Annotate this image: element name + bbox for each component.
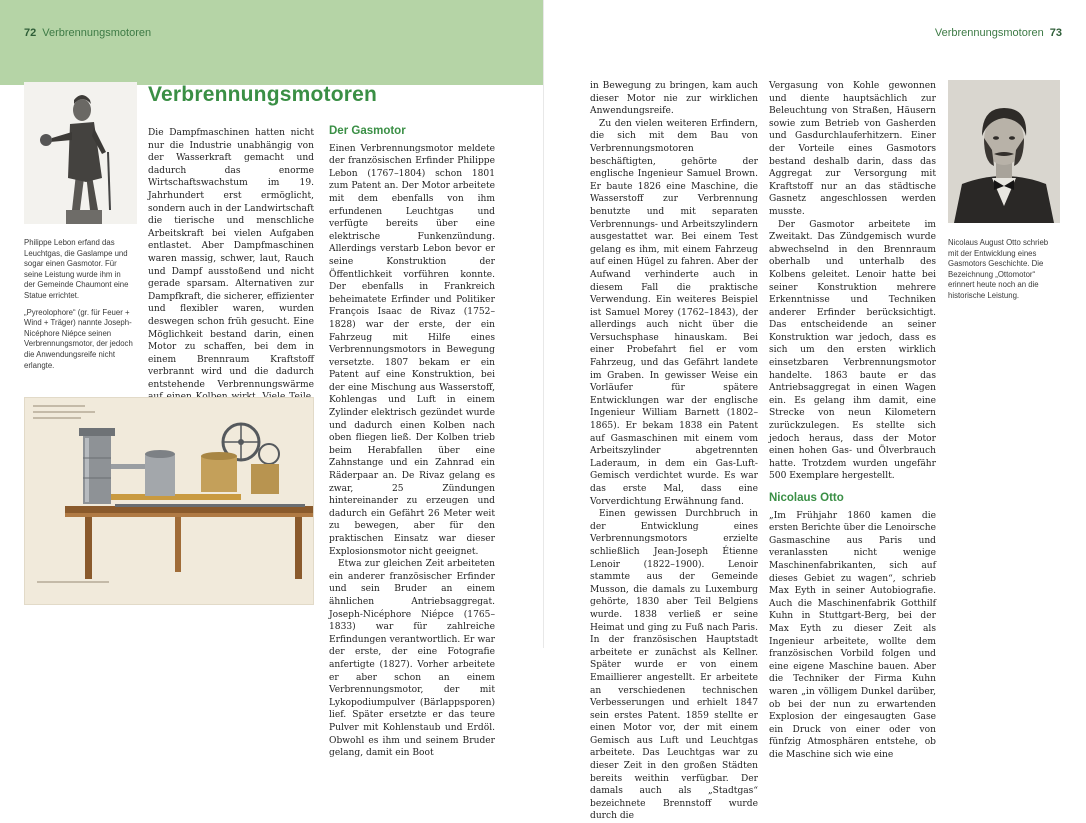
running-head-right: Verbrennungsmotoren	[934, 27, 1044, 39]
chapter-title: Verbrennungsmotoren	[148, 83, 377, 106]
page-gutter	[543, 0, 544, 648]
running-head-left: Verbrennungsmotoren	[42, 27, 152, 39]
page-number-left: 72	[24, 27, 37, 39]
section-heading-otto: Nicolaus Otto	[769, 492, 844, 504]
pyreolophore-drawing	[24, 397, 314, 605]
page-number-right: 73	[1049, 27, 1062, 39]
paragraph: Die Dampfmaschinen hatten nicht nur die Industrie unabhängig von der Wasserkraft gemacht und dadurch das enorme Wirtschaftswachstum im 19. Jahrhundert erst ermöglicht, sondern auch in der Landwirtschaft die tierische und menschliche Arbeitskraft bei vielen Aufgaben entlastet. Aber Dampfmaschinen waren massig, schwer, laut, Rauch und Dampf ausstoßend und nicht gerade sparsam. Alternativen zur Dampfkraft, die sicherer, effizienter und flexibler waren, wurden deswegen schon früh gesucht. Eine Möglichkeit bestand darin, einen Motor zu schaffen, bei dem in einem Brennraum Kraftstoff verbrannt wird und die dadurch entstehende Verbrennungswärme	[148, 128, 314, 390]
column-3	[590, 80, 758, 823]
left-folio	[24, 27, 157, 39]
paragraph: in Bewegung zu bringen, kam auch dieser Motor nie zur wirklichen Anwendungsreife.	[590, 81, 758, 117]
paragraph: Der Gasmotor arbeitete im Zweitakt. Das Zündgemisch wurde abwechselnd in den Brennraum oberhalb und unterhalb des Kolbens geleitet. Lenoir hatte bei seiner Konstruktion mehrere Erkenntnisse und Techniken anderer Erfinder berücksichtigt. Das entscheidende an seiner Konstruktion war jedoch, dass es sich um den ersten wirklich einsetzbaren Verbrennungsmotor handelte. 1863 baute er das Antriebsaggregat in einen Wagen ein. Es gelang ihm damit, eine Strecke von neun Kilometern zurückzulegen. Es stellte sich jedoch heraus, dass der Motor einen hohen Gas- und Ölverbrauch hatte. Trotzdem wurden ungefähr 500 Exemplare hergestellt.	[769, 219, 936, 482]
paragraph: Einen gewissen Durchbruch in der Entwicklung eines Verbrennungsmotors erzielte schließlich Jean-Joseph Étienne Lenoir (1822–1900). Lenoir stammte aus der Gemeinde Musson, die damals zu Luxemburg gehörte, 1830 aber Teil Belgiens wurde. 1838 verließ er seine Heimat und ging zu Fuß nach Paris. In der französischen Hauptstadt arbeitete er zunächst als Kellner. Später wurde er von einem Emaillierer angestellt. Er arbeitete an verschiedenen technischen Verbesserungen und erhielt 1847 sein erstes Patent. 1859 stellte er einen Motor vor, der mit einem Gemisch aus Luft und Leuchtgas arbeitete. Das Leuchtgas war zu dieser Zeit in den großen Städten bereits weithin verfügbar. Der damals auch als „Stadtgas“ bezeichnete Brennstoff wurde durch die	[590, 509, 758, 822]
caption-lebon: Philippe Lebon erfand das Leuchtgas, die Gaslampe und sogar einen Gasmotor. Für seine Leistung wurde ihm in der Gemeinde Chaumont eine Statue errichtet.	[24, 238, 129, 300]
paragraph: Einen Verbrennungsmotor meldete der französischen Erfinder Philippe Lebon (1767–1804) schon 1801 zum Patent an. Der Motor arbeitete mit dem ebenfalls von ihm erfundenen Leuchtgas und verfügte bereits über eine elektrische Funkenzündung. Allerdings verstarb Lebon bevor er seine Konstruktion der Öffentlichkeit vorführen konnte. Der ebenfalls in Frankreich beheimatete Erfinder und Politiker François Isaac de Rivaz (1752–1828) war der erste, der ein Fahrzeug mit Hilfe eines Verbrennungsmotors in Bewegung versetzte. 1807 bekam er ein Patent auf eine Konstruktion, bei der eine Mischung aus Wasserstoff, Kohlengas und Luft in einem Zylinder elektrisch gezündet wurde und dadurch einen Kolben nach oben fliegen ließ. Der Kolben trieb beim Herabfallen über eine Zahnstange und ein Zahnrad ein Räderpaar an. De Rivaz gelang es zwar, 25 Zündungen hintereinander zu erzeugen und dadurch ein Gefährt 26 Meter weit zu bewegen, aber für den praktischen Einsatz war dieser Explosionsmotor nicht geeignet.	[329, 143, 495, 557]
right-caption	[948, 238, 1060, 308]
caption-otto: Nicolaus August Otto schrieb mit der Entwicklung eines Gasmotors Geschichte. Die Bezeichnung „Ottomotor“ erinnert heute noch an die historische Leistung.	[948, 238, 1049, 300]
otto-portrait-image	[948, 80, 1060, 223]
paragraph: Etwa zur gleichen Zeit arbeiteten ein anderer französischer Erfinder und sein Bruder an einem ähnlichen Antriebsaggregat. Joseph-Nicéphore Niépce (1765–1833) war für zahlreiche Erfindungen verantwortlich. Er war der erste, der eine Fotografie anfertigte (1827). Vorher arbeitete er aber schon an einem Verbrennungsmotor, der mit Lykopodiumpulver (Bärlappsporen) lief. Später ersetzte er das teure Pulver mit Kohlenstaub und Erdöl. Obwohl es ihm und seinem Bruder gelang, damit ein Boot	[329, 559, 495, 759]
paragraph: Vergasung von Kohle gewonnen und diente hauptsächlich zur Beleuchtung von Straßen, Häusern sowie zum Betrieb von Gasherden und Gasdurchlauferhitzern. Einer der Vorteile eines Gasmotors bestand deshalb darin, dass das Aggregat zur Versorgung mit Kraftstoff nur an das städtische Gasnetz angeschlossen werden musste.	[769, 81, 936, 217]
caption-pyreolophore: „Pyreolophore“ (gr. für Feuer + Wind + Träger) nannte Joseph-Nicéphore Niépce seinen Verbrennungsmotor, der jedoch die Anwendungsreife nicht erlangte.	[24, 307, 133, 370]
section-heading-gasmotor: Der Gasmotor	[329, 125, 406, 137]
paragraph: „Im Frühjahr 1860 kamen die ersten Berichte über die Lenoirsche Gasmaschine aus Paris und veranlassten nicht wenige Maschinenfabrikanten, sich auf dieses Gebiet zu wagen“, schrieb Max Eyth in seiner Autobiografie. Auch die Maschinenfabrik Gotthilf Kuhn in Stuttgart-Berg, bei der Max Eyth zu dieser Zeit als Ingenieur arbeitete, wollte dem französischen Vorbild folgen und eine eigene Maschine bauen. Aber die Techniker der Firma Kuhn waren „in völligem Dunkel darüber, ob bei der nun zu erwartenden Explosion der eingesaugten Gase ein Druck von einer oder von fünfzig Atmosphären entstehe, ob die Maschine sich wie eine	[769, 510, 936, 760]
paragraph: Zu den vielen weiteren Erfindern, die sich mit dem Bau von Verbrennungsmotoren beschäftigten, gehörte der englische Ingenieur Samuel Brown. Er baute 1826 eine Maschine, die Wasserstoff zur Verbrennung benutzte und mit separaten Verbrennungs- und Arbeitszylindern ausgestattet war. Bei einem Test gelang es ihm, mit einem Fahrzeug auf einen Hügel zu fahren. Aber der Aufwand verhinderte auch in diesem Fall die praktische Verwendung. Ein weiteres Beispiel ist Samuel Morey (1762–1843), der allerdings auch nicht über die Versuchsphase hinauskam. Bei einer Probefahrt fiel er vom Fahrzeug, und das Gefährt landete im Graben. In gewisser Weise ein Vorläufer für spätere Entwicklungen war der englische Ingenieur William Barnett (1802–1865). Er bekam 1838 ein Patent auf Gasmaschinen mit einem vom Arbeitszylinder abgetrennten Laderaum, in dem ein Gas-Luft-Gemisch verdichtet wurde. Es war das erste Mal, dass eine Vorverdichtung Erwähnung fand.	[590, 118, 758, 507]
right-folio	[929, 27, 1062, 39]
column-4	[769, 80, 936, 761]
left-captions	[24, 238, 134, 377]
column-2	[329, 125, 495, 760]
lebon-statue-image	[24, 82, 137, 224]
header-band	[0, 0, 543, 85]
